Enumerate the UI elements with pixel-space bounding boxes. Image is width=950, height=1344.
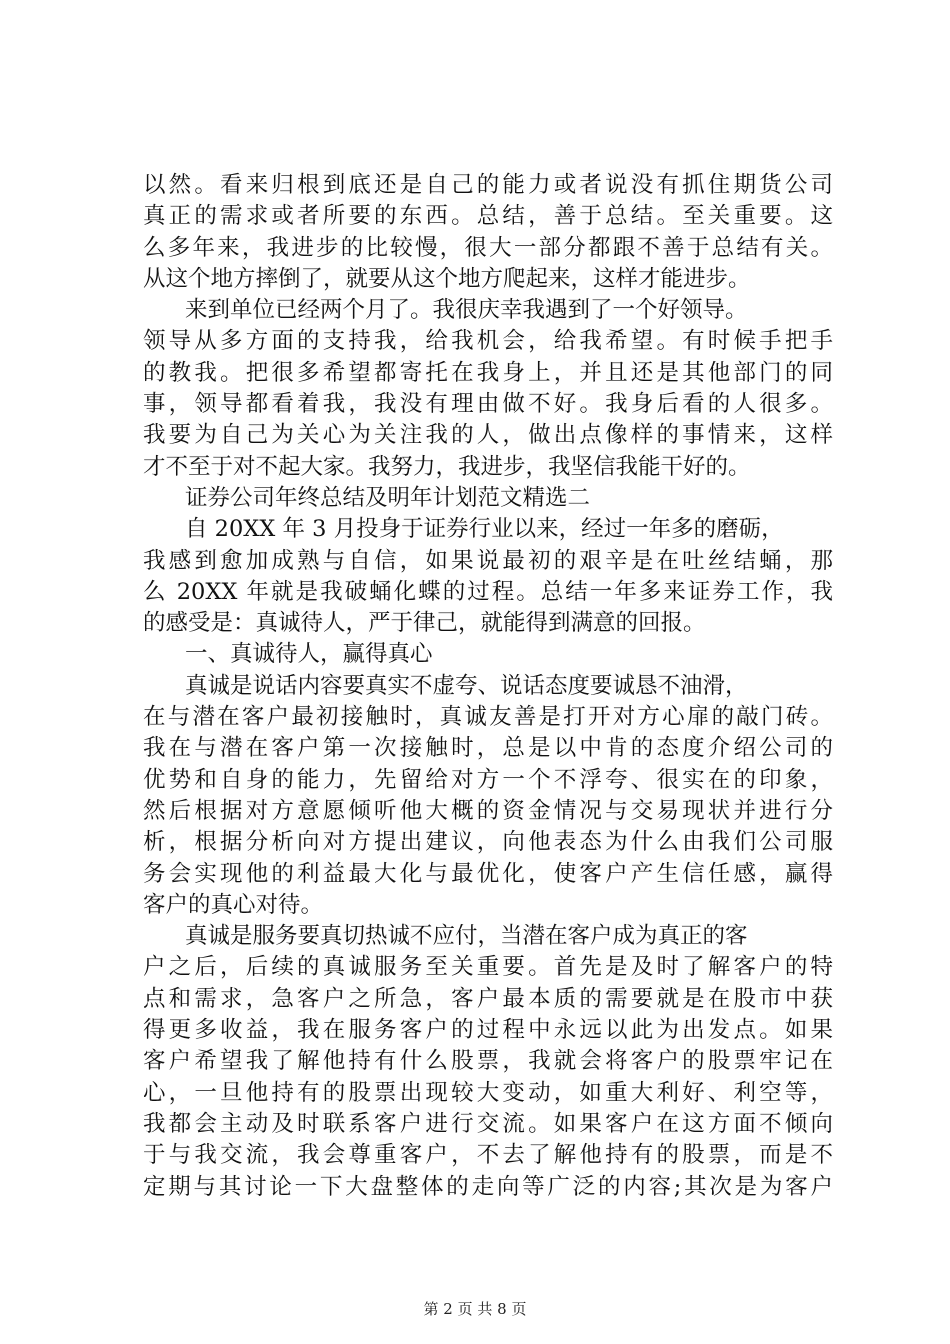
text-line: 以然。看来归根到底还是自己的能力或者说没有抓住期货公司 <box>143 172 833 198</box>
text-line: 我在与潜在客户第一次接触时，总是以中肯的态度介绍公司的 <box>143 735 833 762</box>
text-line: 我要为自己为关心为关注我的人，做出点像样的事情来，这样 <box>143 422 833 449</box>
section-heading: 证券公司年终总结及明年计划范文精选二 <box>185 484 591 511</box>
text-line: 的教我。把很多希望都寄托在我身上，并且还是其他部门的同 <box>143 359 833 386</box>
text-line: 事，领导都看着我，我没有理由做不好。我身后看的人很多。 <box>143 391 833 418</box>
subsection-heading: 一、真诚待人，赢得真心 <box>185 641 433 668</box>
text-line: 自 20XX 年 3 月投身于证券行业以来，经过一年多的磨砺， <box>185 516 784 543</box>
text-line: 领导从多方面的支持我，给我机会，给我希望。有时候手把手 <box>143 328 833 355</box>
text-line: 得更多收益，我在服务客户的过程中永远以此为出发点。如果 <box>143 1017 833 1044</box>
text-line: 于与我交流，我会尊重客户，不去了解他持有的股票，而是不 <box>143 1142 833 1169</box>
text-line: 在与潜在客户最初接触时，真诚友善是打开对方心扉的敲门砖。 <box>143 704 833 731</box>
text-line: 点和需求，急客户之所急，客户最本质的需要就是在股市中获 <box>143 985 833 1012</box>
text-line: 来到单位已经两个月了。我很庆幸我遇到了一个好领导。 <box>185 297 748 324</box>
text-line: 析，根据分析向对方提出建议，向他表态为什么由我们公司服 <box>143 829 833 856</box>
text-line: 么 20XX 年就是我破蛹化蝶的过程。总结一年多来证券工作，我 <box>143 578 833 605</box>
text-line: 务会实现他的利益最大化与最优化，使客户产生信任感，赢得 <box>143 860 833 887</box>
text-line: 真正的需求或者所要的东西。总结，善于总结。至关重要。这 <box>143 203 833 230</box>
text-line: 从这个地方摔倒了，就要从这个地方爬起来，这样才能进步。 <box>143 265 751 292</box>
text-line: 客户希望我了解他持有什么股票，我就会将客户的股票牢记在 <box>143 1048 833 1075</box>
text-line: 我感到愈加成熟与自信，如果说最初的艰辛是在吐丝结蛹，那 <box>143 547 833 574</box>
text-line: 客户的真心对待。 <box>143 891 324 918</box>
text-line: 心，一旦他持有的股票出现较大变动，如重大利好、利空等， <box>143 1079 833 1106</box>
text-line: 定期与其讨论一下大盘整体的走向等广泛的内容;其次是为客户 <box>143 1173 833 1200</box>
text-line: 户之后，后续的真诚服务至关重要。首先是及时了解客户的特 <box>143 954 833 981</box>
text-line: 真诚是服务要真切热诚不应付，当潜在客户成为真正的客 <box>185 923 748 950</box>
text-line: 优势和自身的能力，先留给对方一个不浮夸、很实在的印象， <box>143 766 833 793</box>
text-line: 我都会主动及时联系客户进行交流。如果客户在这方面不倾向 <box>143 1110 833 1137</box>
text-line: 的感受是：真诚待人，严于律己，就能得到满意的回报。 <box>143 610 706 637</box>
text-line: 么多年来，我进步的比较慢，很大一部分都跟不善于总结有关。 <box>143 234 833 261</box>
text-line: 然后根据对方意愿倾听他大概的资金情况与交易现状并进行分 <box>143 797 833 824</box>
page-footer <box>0 1298 950 1319</box>
page-number: 第 2 页 共 8 页 <box>423 1300 527 1318</box>
text-line: 才不至于对不起大家。我努力，我进步，我坚信我能干好的。 <box>143 453 751 480</box>
body-text <box>143 170 833 1203</box>
text-line: 真诚是说话内容要真实不虚夸、说话态度要诚恳不油滑， <box>185 672 748 699</box>
